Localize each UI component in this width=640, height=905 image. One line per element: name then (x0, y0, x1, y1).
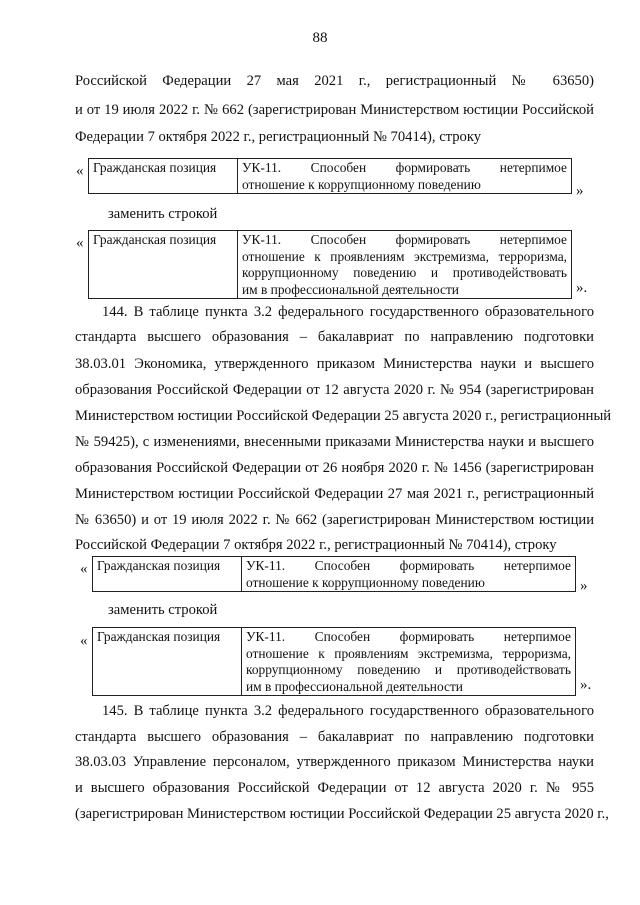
description-line: отношение к проявлениям экстремизма, терроризма, (246, 645, 571, 661)
paragraph-line: 38.03.03 Управление персоналом, утвержденного приказом Министерства науки (75, 754, 594, 770)
paragraph-line: Министерством юстиции Российской Федерации 25 августа 2020 г., регистрационный (75, 408, 612, 424)
competency-name: Гражданская позиция (89, 159, 238, 194)
open-quote: « (76, 163, 84, 179)
replace-label: заменить строкой (108, 602, 218, 618)
paragraph-line: 38.03.01 Экономика, утвержденного приказом Министерства науки и высшего (75, 356, 594, 372)
competency-description (238, 159, 572, 194)
close-quote: ». (576, 280, 588, 296)
paragraph-line: № 59425), с изменениями, внесенными приказами Министерства науки и высшего (75, 434, 594, 450)
old-row-table (88, 158, 572, 194)
new-row-table (92, 627, 576, 696)
description-line: УК-11. Способен формировать нетерпимое (242, 232, 567, 247)
paragraph-line: Министерством юстиции Российской Федерации 27 мая 2021 г., регистрационный (75, 486, 594, 502)
replace-label: заменить строкой (108, 206, 218, 222)
competency-description (242, 557, 576, 592)
page-number: 88 (312, 30, 328, 46)
competency-description (242, 628, 576, 696)
close-quote: » (576, 183, 584, 199)
description-line: УК-11. Способен формировать нетерпимое (242, 160, 567, 175)
competency-name: Гражданская позиция (93, 628, 242, 696)
description-line: коррупционному поведению и противодействовать (246, 662, 571, 677)
description-line: коррупционному поведению и противодействовать (242, 265, 567, 280)
close-quote: ». (580, 677, 592, 693)
paragraph-line: стандарта высшего образования – бакалавриат по направлению подготовки (75, 329, 594, 345)
paragraph-line: 145. В таблице пункта 3.2 федерального государственного образовательного (102, 703, 594, 719)
description-line: отношение к коррупционному поведению (242, 176, 481, 192)
competency-name: Гражданская позиция (93, 557, 242, 592)
paragraph-line: и от 19 июля 2022 г. № 662 (зарегистрирован Министерством юстиции Российской (75, 102, 594, 118)
paragraph-line: № 63650) и от 19 июля 2022 г. № 662 (зарегистрирован Министерством юстиции (75, 512, 594, 528)
close-quote: » (580, 578, 588, 594)
competency-description (238, 231, 572, 299)
paragraph-line: Российской Федерации 7 октября 2022 г., регистрационный № 70414), строку (75, 537, 557, 553)
paragraph-line: (зарегистрирован Министерством юстиции Российской Федерации 25 августа 2020 г., (75, 806, 609, 822)
description-line: им в профессиональной деятельности (242, 281, 459, 297)
open-quote: « (76, 235, 84, 251)
paragraph-line: 144. В таблице пункта 3.2 федерального государственного образовательного (102, 304, 594, 320)
paragraph-line: Федерации 7 октября 2022 г., регистрационный № 70414), строку (75, 129, 482, 145)
old-row-table (92, 556, 576, 592)
open-quote: « (80, 561, 88, 577)
description-line: УК-11. Способен формировать нетерпимое (246, 629, 571, 644)
paragraph-line: образования Российской Федерации от 12 августа 2020 г. № 954 (зарегистрирован (75, 382, 594, 398)
competency-name: Гражданская позиция (89, 231, 238, 299)
description-line: УК-11. Способен формировать нетерпимое (246, 558, 571, 573)
paragraph-line: образования Российской Федерации от 26 ноября 2020 г. № 1456 (зарегистрирован (75, 460, 594, 476)
description-line: отношение к проявлениям экстремизма, терроризма, (242, 248, 567, 264)
paragraph-line: Российской Федерации 27 мая 2021 г., регистрационный № 63650) (75, 73, 594, 89)
paragraph-line: стандарта высшего образования – бакалавриат по направлению подготовки (75, 729, 594, 745)
description-line: им в профессиональной деятельности (246, 678, 463, 694)
paragraph-line: и высшего образования Российской Федерации от 12 августа 2020 г. № 955 (75, 780, 594, 796)
open-quote: « (80, 633, 88, 649)
new-row-table (88, 230, 572, 299)
description-line: отношение к коррупционному поведению (246, 574, 485, 590)
